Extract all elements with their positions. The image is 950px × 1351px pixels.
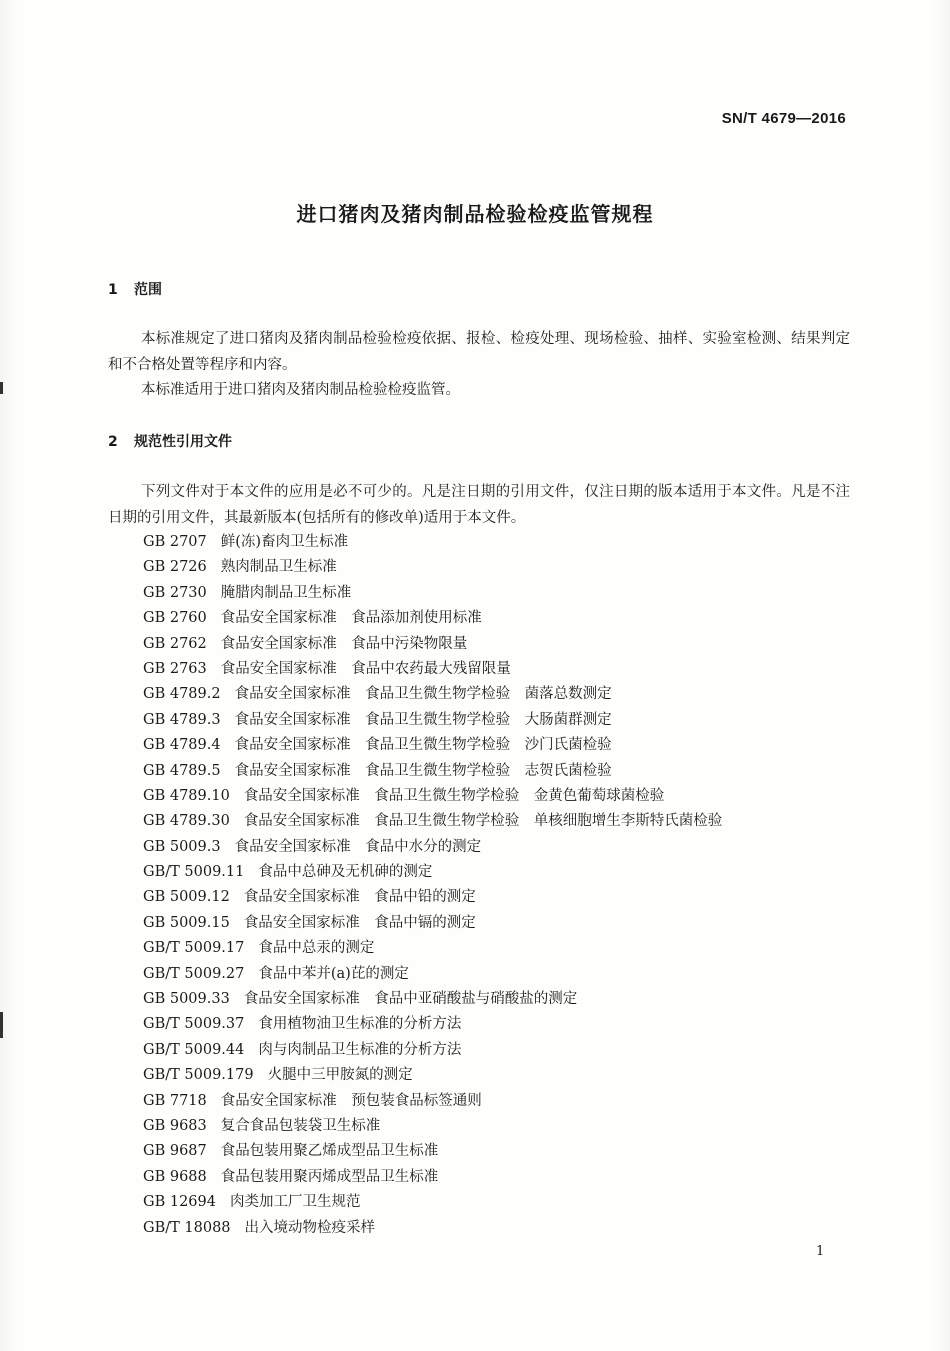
reference-code: GB 5009.15	[143, 914, 230, 931]
reference-title: 食品安全国家标准 预包装食品标签通则	[220, 1092, 482, 1109]
reference-item	[143, 657, 722, 682]
reference-title: 食品安全国家标准 食品卫生微生物学检验 菌落总数测定	[234, 686, 612, 703]
reference-code: GB/T 5009.44	[143, 1041, 245, 1058]
reference-code: GB 2760	[143, 610, 207, 627]
reference-item	[143, 708, 722, 733]
reference-title: 复合食品包装袋卫生标准	[220, 1117, 381, 1134]
reference-code: GB/T 5009.27	[143, 965, 245, 982]
reference-title: 鲜(冻)畜肉卫生标准	[220, 534, 349, 550]
reference-title: 食品安全国家标准 食品卫生微生物学检验 志贺氏菌检验	[234, 762, 612, 779]
reference-item	[143, 784, 722, 809]
reference-title: 食品安全国家标准 食品卫生微生物学检验 沙门氏菌检验	[234, 737, 612, 754]
reference-code: GB/T 18088	[143, 1219, 231, 1236]
reference-code: GB 9683	[143, 1117, 207, 1134]
reference-item	[143, 911, 722, 936]
scan-edge-mark	[0, 1012, 3, 1038]
reference-title: 熟肉制品卫生标准	[220, 559, 337, 576]
reference-code: GB 4789.5	[143, 762, 221, 779]
reference-code: GB 4789.3	[143, 711, 221, 728]
reference-code: GB 2763	[143, 660, 207, 677]
reference-item	[143, 1012, 722, 1037]
reference-code: GB/T 5009.179	[143, 1067, 254, 1084]
reference-code: GB 5009.3	[143, 838, 221, 855]
reference-item	[143, 885, 722, 910]
standard-code: SN/T 4679—2016	[721, 110, 846, 127]
reference-item	[143, 936, 722, 961]
reference-title: 食品安全国家标准 食品添加剂使用标准	[220, 610, 482, 627]
reference-item	[143, 987, 722, 1012]
reference-item	[143, 1216, 722, 1241]
reference-code: GB 12694	[143, 1194, 216, 1211]
reference-title: 食品安全国家标准 食品卫生微生物学检验 大肠菌群测定	[234, 711, 612, 728]
reference-code: GB/T 5009.17	[143, 940, 245, 957]
reference-code: GB 2762	[143, 635, 207, 652]
reference-item	[143, 1190, 722, 1215]
reference-item	[143, 962, 722, 987]
section-number: 1	[108, 282, 118, 298]
section-heading-normative-references	[108, 431, 232, 451]
reference-item	[143, 1063, 722, 1088]
reference-code: GB 4789.4	[143, 737, 221, 754]
reference-item	[143, 682, 722, 707]
reference-item	[143, 555, 722, 580]
reference-title: 食品中总汞的测定	[258, 940, 375, 957]
reference-code: GB 4789.2	[143, 686, 221, 703]
reference-title: 食品安全国家标准 食品中镉的测定	[243, 914, 476, 931]
scope-paragraph: 本标准规定了进口猪肉及猪肉制品检验检疫依据、报检、检疫处理、现场检验、抽样、实验室检测、结果判定和不合格处置等程序和内容。	[108, 331, 850, 373]
reference-code: GB 7718	[143, 1092, 207, 1109]
reference-item	[143, 530, 722, 555]
reference-title: 食品安全国家标准 食品中水分的测定	[234, 838, 482, 855]
reference-title: 腌腊肉制品卫生标准	[220, 584, 352, 601]
references-intro-paragraph: 下列文件对于本文件的应用是必不可少的。凡是注日期的引用文件，仅注日期的版本适用于本文件。凡是不注日期的引用文件，其最新版本(包括所有的修改单)适用于本文件。	[108, 484, 850, 526]
reference-title: 火腿中三甲胺氮的测定	[267, 1067, 413, 1084]
reference-title: 出入境动物检疫采样	[244, 1219, 376, 1236]
reference-title: 食品包装用聚乙烯成型品卫生标准	[220, 1143, 439, 1160]
reference-item	[143, 809, 722, 834]
reference-title: 食品安全国家标准 食品卫生微生物学检验 金黄色葡萄球菌检验	[243, 787, 665, 804]
reference-code: GB 2726	[143, 559, 207, 576]
reference-title: 食品中总砷及无机砷的测定	[258, 864, 433, 881]
reference-list	[143, 530, 722, 1241]
reference-code: GB 5009.33	[143, 991, 230, 1008]
reference-title: 食品安全国家标准 食品中亚硝酸盐与硝酸盐的测定	[243, 991, 578, 1008]
page-number: 1	[816, 1244, 825, 1259]
reference-code: GB 4789.30	[143, 813, 230, 830]
reference-item	[143, 1165, 722, 1190]
reference-item	[143, 759, 722, 784]
reference-code: GB/T 5009.37	[143, 1016, 245, 1033]
reference-title: 食品安全国家标准 食品卫生微生物学检验 单核细胞增生李斯特氏菌检验	[243, 813, 723, 830]
reference-title: 食品包装用聚丙烯成型品卫生标准	[220, 1168, 439, 1185]
reference-code: GB 2730	[143, 584, 207, 601]
reference-title: 肉类加工厂卫生规范	[229, 1194, 361, 1211]
reference-title: 食品安全国家标准 食品中污染物限量	[220, 635, 468, 652]
reference-code: GB 9688	[143, 1168, 207, 1185]
reference-item	[143, 860, 722, 885]
reference-item	[143, 606, 722, 631]
reference-code: GB 9687	[143, 1143, 207, 1160]
section-title: 规范性引用文件	[134, 434, 232, 450]
reference-item	[143, 1139, 722, 1164]
reference-item	[143, 1114, 722, 1139]
reference-code: GB 2707	[143, 534, 207, 550]
reference-code: GB 5009.12	[143, 889, 230, 906]
reference-item	[143, 733, 722, 758]
reference-title: 食用植物油卫生标准的分析方法	[258, 1016, 462, 1033]
section-title: 范围	[134, 282, 162, 298]
reference-item	[143, 632, 722, 657]
reference-title: 食品中苯并(a)芘的测定	[258, 965, 409, 982]
section-number: 2	[108, 434, 118, 450]
document-title: 进口猪肉及猪肉制品检验检疫监管规程	[296, 202, 654, 226]
reference-item	[143, 835, 722, 860]
reference-code: GB/T 5009.11	[143, 864, 245, 881]
scan-edge-mark	[0, 382, 3, 394]
reference-title: 肉与肉制品卫生标准的分析方法	[258, 1041, 462, 1058]
reference-item	[143, 581, 722, 606]
reference-item	[143, 1089, 722, 1114]
reference-item	[143, 1038, 722, 1063]
reference-title: 食品安全国家标准 食品中农药最大残留限量	[220, 660, 511, 677]
section-heading-scope	[108, 279, 162, 299]
reference-code: GB 4789.10	[143, 787, 230, 804]
scope-paragraph: 本标准适用于进口猪肉及猪肉制品检验检疫监管。	[141, 382, 460, 398]
reference-title: 食品安全国家标准 食品中铅的测定	[243, 889, 476, 906]
